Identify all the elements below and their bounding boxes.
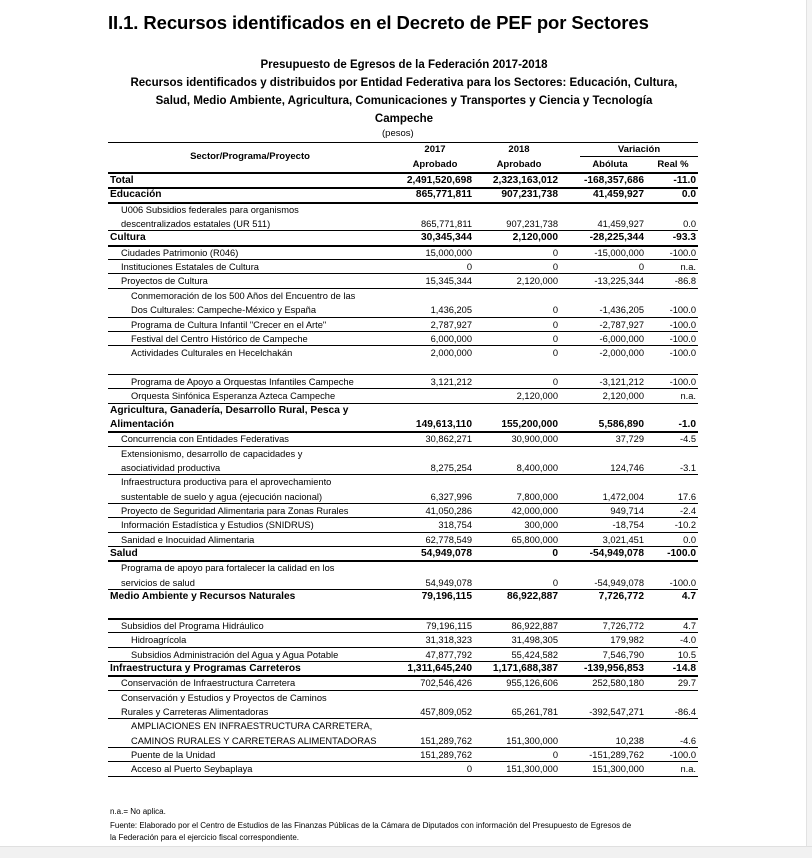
row-label: Infraestructura productiva para el aprovechamiento <box>121 477 332 488</box>
value-2017: 1,436,205 <box>430 305 472 316</box>
value-2018: 2,323,163,012 <box>492 175 558 186</box>
col-absoluta: Abóluta <box>592 159 628 170</box>
row-label: Instituciones Estatales de Cultura <box>121 262 259 273</box>
value-2018: 2,120,000 <box>516 276 558 287</box>
table-row <box>0 418 812 432</box>
value-2018: 955,126,606 <box>506 678 558 689</box>
value-2018: 0 <box>552 750 558 760</box>
value-real: n.a. <box>680 262 696 273</box>
value-2018: 65,800,000 <box>511 534 558 545</box>
value-2017: 2,787,927 <box>430 319 472 330</box>
row-label: Proyecto de Seguridad Alimentaria para Zonas Rurales <box>121 506 349 517</box>
value-real: n.a. <box>680 764 696 775</box>
value-2018: 7,800,000 <box>516 491 558 502</box>
value-2018: 151,300,000 <box>506 735 558 746</box>
value-absoluta: -54,949,078 <box>589 548 644 560</box>
value-2018: 86,922,887 <box>511 620 558 631</box>
table-row-line <box>0 404 812 418</box>
value-2017: 2,491,520,698 <box>406 175 472 186</box>
value-real: -93.3 <box>672 232 696 244</box>
value-real: -3.1 <box>679 463 696 473</box>
row-label: Programa de Cultura Infantil "Crecer en el Arte" <box>131 319 327 330</box>
col-sector-header: Sector/Programa/Proyecto <box>190 151 310 162</box>
report-subtitle-2: Salud, Medio Ambiente, Agricultura, Comunicaciones y Transportes y Ciencia y Tecnología <box>155 95 653 107</box>
value-absoluta: -1,436,205 <box>599 305 644 316</box>
report-state: Campeche <box>374 113 434 125</box>
value-2017: 1,311,645,240 <box>407 662 472 674</box>
note-na: n.a.= No aplica. <box>110 807 166 816</box>
value-2017: 865,771,811 <box>420 219 472 230</box>
table-row-line <box>0 691 812 705</box>
value-2017: 2,000,000 <box>430 348 472 359</box>
value-absoluta: 41,459,927 <box>593 189 644 201</box>
value-2018: 0 <box>552 548 558 560</box>
value-absoluta: 949,714 <box>610 506 644 517</box>
value-2018: 0 <box>552 333 558 344</box>
value-real: -100.0 <box>669 348 696 359</box>
table-row <box>0 375 812 389</box>
row-label: Extensionismo, desarrollo de capacidades y <box>121 448 303 459</box>
note-source-2: la Federación para el ejercicio fiscal correspondiente. <box>110 833 299 842</box>
value-real: 0.0 <box>683 219 696 230</box>
table-row <box>0 547 812 561</box>
value-absoluta: 7,726,772 <box>598 591 644 603</box>
value-absoluta: 1,472,004 <box>602 491 644 502</box>
row-label: descentralizados estatales (UR 511) <box>121 219 271 230</box>
value-absoluta: 124,746 <box>610 463 644 473</box>
value-2017: 149,613,110 <box>415 418 472 430</box>
value-real: -100.0 <box>669 577 696 588</box>
row-label: asociatividad productiva <box>121 463 221 473</box>
value-absoluta: 3,021,451 <box>602 534 644 545</box>
value-real: 4.7 <box>681 591 696 603</box>
value-2018: 0 <box>552 577 558 588</box>
row-label: Proyectos de Cultura <box>121 276 208 287</box>
value-2018: 31,498,305 <box>511 635 558 646</box>
col-aprobado-2017: Aprobado <box>412 159 458 170</box>
value-2017: 151,289,762 <box>420 735 472 746</box>
value-absoluta: -6,000,000 <box>599 333 644 344</box>
table-row <box>0 318 812 332</box>
row-label: Cultura <box>110 232 146 244</box>
value-2017: 15,345,344 <box>425 276 472 287</box>
row-label: Agricultura, Ganadería, Desarrollo Rural, Pesca y <box>110 404 349 416</box>
row-label: Acceso al Puerto Seybaplaya <box>131 764 253 775</box>
table-row <box>0 648 812 662</box>
value-2017: 865,771,811 <box>415 189 472 201</box>
row-label: Total <box>110 175 134 186</box>
row-label: Hidroagrícola <box>131 635 187 646</box>
row-label: sustentable de suelo y agua (ejecución nacional) <box>121 491 323 502</box>
value-2018: 0 <box>552 348 558 359</box>
table-row <box>0 174 812 188</box>
value-real: -86.4 <box>674 706 696 717</box>
value-real: -11.0 <box>673 175 696 186</box>
value-absoluta: 10,238 <box>615 735 644 746</box>
value-2018: 30,900,000 <box>511 434 558 445</box>
value-absoluta: -28,225,344 <box>589 232 644 244</box>
value-real: 0.0 <box>683 534 696 545</box>
value-2017: 47,877,792 <box>425 649 472 660</box>
value-2018: 0 <box>552 247 558 258</box>
value-2018: 151,300,000 <box>506 764 558 775</box>
table-row-line <box>0 475 812 489</box>
value-2018: 65,261,781 <box>511 706 558 717</box>
value-real: -100.0 <box>669 333 696 344</box>
value-2018: 0 <box>552 262 558 273</box>
table-row <box>0 432 812 446</box>
note-source-1: Fuente: Elaborado por el Centro de Estudios de las Finanzas Públicas de la Cámara de Diputados con información del Presupuesto de Egresos de <box>110 821 632 830</box>
row-label: Información Estadística y Estudios (SNIDRUS) <box>121 520 314 531</box>
value-2017: 0 <box>466 262 472 273</box>
table-row <box>0 274 812 288</box>
value-2017: 0 <box>466 764 472 775</box>
table-row-line <box>0 561 812 575</box>
table-row <box>0 619 812 633</box>
row-label: Medio Ambiente y Recursos Naturales <box>110 591 296 603</box>
value-2017: 702,546,426 <box>420 678 472 689</box>
col-real: Real % <box>657 159 689 170</box>
value-2017: 151,289,762 <box>420 750 472 760</box>
value-absoluta: 252,580,180 <box>592 678 644 689</box>
report-subtitle-1: Recursos identificados y distribuidos por Entidad Federativa para los Sectores: Educación, Cultura, <box>130 77 678 89</box>
value-real: -100.0 <box>669 376 696 387</box>
value-2018: 2,120,000 <box>516 391 558 402</box>
viewer-scrollbar-track[interactable] <box>806 0 812 857</box>
table-row-line <box>0 447 812 461</box>
value-real: -1.0 <box>678 418 696 430</box>
value-2017: 62,778,549 <box>425 534 472 545</box>
table-row <box>0 734 812 748</box>
table-row-line <box>0 289 812 303</box>
row-label: Alimentación <box>110 418 174 430</box>
row-label: Conservación de Infraestructura Carretera <box>121 678 296 689</box>
value-real: -86.8 <box>674 276 696 287</box>
table-row <box>0 217 812 231</box>
value-absoluta: -2,787,927 <box>599 319 644 330</box>
table-row-line <box>0 203 812 217</box>
col-2017-header: 2017 <box>424 144 446 155</box>
value-2017: 3,121,212 <box>430 376 472 387</box>
table-row <box>0 461 812 475</box>
value-absoluta: -54,949,078 <box>594 577 644 588</box>
value-absoluta: -2,000,000 <box>599 348 644 359</box>
value-real: -4.5 <box>679 434 696 445</box>
value-real: 29.7 <box>677 678 696 689</box>
table-row-line <box>0 719 812 733</box>
value-2017: 54,949,078 <box>425 577 472 588</box>
value-real: -2.4 <box>679 506 696 517</box>
value-2017: 30,345,344 <box>421 232 472 244</box>
value-2017: 79,196,115 <box>421 591 472 603</box>
value-real: -100.0 <box>669 247 696 258</box>
table-row <box>0 762 812 776</box>
row-label: Subsidios del Programa Hidráulico <box>121 620 264 631</box>
table-row <box>0 332 812 346</box>
value-2017: 31,318,323 <box>425 635 472 646</box>
value-2018: 907,231,738 <box>501 189 558 201</box>
table-row <box>0 303 812 317</box>
value-absoluta: -15,000,000 <box>594 247 644 258</box>
value-2018: 0 <box>552 376 558 387</box>
row-divider <box>108 776 698 777</box>
row-label: Infraestructura y Programas Carreteros <box>110 662 301 674</box>
value-absoluta: 151,300,000 <box>592 764 644 775</box>
row-label: servicios de salud <box>121 577 195 588</box>
row-label: U006 Subsidios federales para organismos <box>121 204 299 215</box>
row-label: Ciudades Patrimonio (R046) <box>121 247 239 258</box>
value-real: -14.8 <box>672 662 696 674</box>
value-real: 0.0 <box>681 189 696 201</box>
value-2018: 8,400,000 <box>516 463 558 473</box>
value-2017: 30,862,271 <box>425 434 472 445</box>
value-real: -10.2 <box>674 520 696 531</box>
value-real: -4.0 <box>679 635 696 646</box>
table-row <box>0 748 812 762</box>
value-2018: 300,000 <box>524 520 558 531</box>
value-absoluta: 5,586,890 <box>598 418 644 430</box>
table-row <box>0 705 812 719</box>
value-2018: 1,171,688,387 <box>492 662 558 674</box>
value-absoluta: -18,754 <box>612 520 644 531</box>
value-2018: 2,120,000 <box>512 232 558 244</box>
row-label: Conservación y Estudios y Proyectos de Caminos <box>121 692 327 703</box>
table-row <box>0 676 812 690</box>
row-label: AMPLIACIONES EN INFRAESTRUCTURA CARRETERA, <box>131 721 373 732</box>
row-label: Orquesta Sinfónica Esperanza Azteca Campeche <box>131 391 336 402</box>
row-label: Sanidad e Inocuidad Alimentaria <box>121 534 255 545</box>
table-row <box>0 633 812 647</box>
value-absoluta: 179,982 <box>610 635 644 646</box>
table-row <box>0 231 812 245</box>
value-2017: 457,809,052 <box>420 706 472 717</box>
value-absoluta: -13,225,344 <box>594 276 644 287</box>
table-row <box>0 662 812 676</box>
section-title: II.1. Recursos identificados en el Decreto de PEF por Sectores <box>108 12 649 33</box>
row-label: Conmemoración de los 500 Años del Encuentro de las <box>131 290 356 301</box>
row-label: Programa de Apoyo a Orquestas Infantiles Campeche <box>131 376 354 387</box>
value-absoluta: 37,729 <box>615 434 644 445</box>
row-label: CAMINOS RURALES Y CARRETERAS ALIMENTADORAS <box>131 735 377 746</box>
col-2018-header: 2018 <box>508 144 530 155</box>
value-2017: 6,327,996 <box>430 491 472 502</box>
value-absoluta: -168,357,686 <box>583 175 644 186</box>
value-2017: 8,275,254 <box>430 463 472 473</box>
value-2017: 6,000,000 <box>430 333 472 344</box>
table-row <box>0 590 812 604</box>
table-row <box>0 518 812 532</box>
units-label: (pesos) <box>382 128 414 139</box>
row-label: Educación <box>110 189 162 201</box>
value-real: n.a. <box>680 391 696 402</box>
value-absoluta: 7,546,790 <box>602 649 644 660</box>
value-2018: 0 <box>552 305 558 316</box>
value-2017: 79,196,115 <box>426 620 472 631</box>
value-absoluta: 7,726,772 <box>602 620 644 631</box>
value-2018: 42,000,000 <box>511 506 558 517</box>
table-row <box>0 576 812 590</box>
value-absoluta: 2,120,000 <box>602 391 644 402</box>
value-real: 4.7 <box>683 620 696 631</box>
col-variacion-header: Variación <box>617 144 661 155</box>
value-2017: 318,754 <box>438 520 472 531</box>
report-title: Presupuesto de Egresos de la Federación 2017-2018 <box>260 59 548 71</box>
row-label: Rurales y Carreteras Alimentadoras <box>121 706 269 717</box>
row-label: Subsidios Administración del Agua y Agua Potable <box>131 649 339 660</box>
value-2018: 0 <box>552 319 558 330</box>
viewer-bottom-bar <box>0 846 812 858</box>
table-row <box>0 188 812 202</box>
table-row <box>0 389 812 403</box>
row-label: Dos Culturales: Campeche-México y España <box>131 305 316 316</box>
value-real: 10.5 <box>677 649 696 660</box>
table-row <box>0 246 812 260</box>
value-absoluta: -139,956,853 <box>583 662 644 674</box>
value-real: -100.0 <box>667 548 696 560</box>
value-2017: 41,050,286 <box>425 506 472 517</box>
table-row <box>0 346 812 360</box>
value-absoluta: 41,459,927 <box>597 219 644 230</box>
value-real: -100.0 <box>669 319 696 330</box>
table-row <box>0 490 812 504</box>
value-2017: 15,000,000 <box>425 247 472 258</box>
value-real: -100.0 <box>669 750 696 760</box>
table-row-line <box>0 361 812 375</box>
value-real: -100.0 <box>669 305 696 316</box>
row-label: Festival del Centro Histórico de Campeche <box>131 333 308 344</box>
table-row-line <box>0 605 812 619</box>
value-2018: 86,922,887 <box>507 591 558 603</box>
row-label: Salud <box>110 548 138 560</box>
value-absoluta: 0 <box>638 262 644 273</box>
value-2018: 907,231,738 <box>506 219 558 230</box>
row-label: Programa de apoyo para fortalecer la calidad en los <box>121 563 335 574</box>
row-label: Concurrencia con Entidades Federativas <box>121 434 289 445</box>
table-row <box>0 260 812 274</box>
value-2017: 54,949,078 <box>421 548 472 560</box>
row-label: Actividades Culturales en Hecelchakán <box>131 348 293 359</box>
col-aprobado-2018: Aprobado <box>496 159 542 170</box>
value-real: -4.6 <box>679 735 696 746</box>
value-2018: 55,424,582 <box>511 649 558 660</box>
value-2018: 155,200,000 <box>501 418 558 430</box>
table-row <box>0 533 812 547</box>
value-absoluta: -151,289,762 <box>589 750 644 760</box>
table-row <box>0 504 812 518</box>
value-real: 17.6 <box>677 491 696 502</box>
row-label: Puente de la Unidad <box>131 750 216 760</box>
value-absoluta: -392,547,271 <box>589 706 644 717</box>
value-absoluta: -3,121,212 <box>599 376 644 387</box>
